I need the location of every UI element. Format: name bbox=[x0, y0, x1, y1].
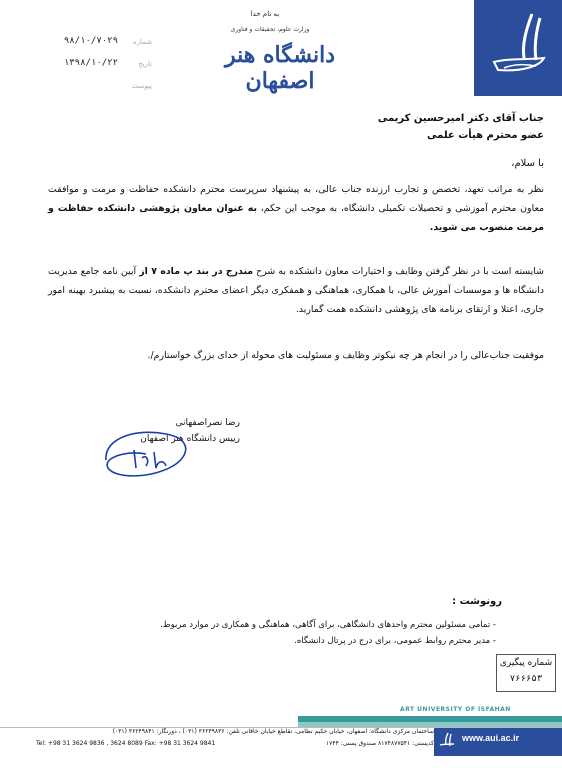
footer-phone-fax: Tel: +98 31 3624 9836 , 3624 8089 Fax: +98 31 3624 9841 bbox=[36, 740, 216, 747]
letter-number-row bbox=[12, 36, 152, 50]
para1-text: نظر به مراتب تعهد، تخصص و تجارب ارزنده جناب عالی، به پیشنهاد سرپرست محترم دانشکده حفاظت و مرمت و موافقت معاون محترم آموزشی و تحصیلات تکمیلی دانشگاه، به موجب این حکم، bbox=[48, 184, 544, 214]
signer-name: رضا نصراصفهانی bbox=[175, 418, 240, 428]
attachment-row bbox=[12, 80, 152, 94]
number-label: شماره bbox=[132, 38, 152, 46]
body-paragraph-1 bbox=[48, 180, 544, 237]
footer-english-name: ART UNIVERSITY OF ISFAHAN bbox=[400, 706, 511, 713]
cc-item: - مدیر محترم روابط عمومی، برای درج در پرتال دانشگاه. bbox=[294, 636, 496, 646]
addressee-name: جناب آقای دکتر امیرحسین کریمی bbox=[377, 113, 544, 124]
para2-text-a: شایسته است با در نظر گرفتن وظایف و اختیارات معاون دانشکده به شرح bbox=[253, 266, 544, 277]
basmala: به نام خدا bbox=[250, 10, 280, 18]
logo-mark-icon bbox=[474, 0, 562, 96]
addressee-title: عضو محترم هیأت علمی bbox=[427, 130, 544, 141]
letter-date-row bbox=[12, 58, 152, 72]
appointment-statement: به عنوان معاون پژوهشی دانشکده حفاظت و مرمت منصوب می شوید. bbox=[48, 203, 544, 233]
university-name: دانشگاه هنر اصفهان bbox=[224, 42, 336, 94]
footer-logo-icon bbox=[438, 731, 456, 751]
tracking-value: ۷۶۶۶۵۳ bbox=[509, 674, 543, 684]
website-link[interactable]: www.aui.ac.ir bbox=[462, 733, 520, 743]
body-paragraph-3: موفقیت جناب‌عالی را در انجام هر چه نیکوتر وظایف و مسئولیت های محوله از خدای بزرگ خواستارم/. bbox=[147, 350, 544, 361]
cc-item: - تمامی مسئولین محترم واحدهای دانشگاهی، برای آگاهی، هماهنگی و همکاری در موارد مربوط. bbox=[160, 620, 496, 630]
cc-title: رونوشت : bbox=[452, 596, 502, 607]
tracking-label: شماره پیگیری bbox=[499, 658, 553, 668]
addressee-block bbox=[104, 110, 544, 144]
date-label: تاریخ bbox=[138, 60, 152, 68]
date-value: ۱۳۹۸/۱۰/۲۲ bbox=[63, 58, 118, 68]
university-logo bbox=[474, 0, 562, 96]
ministry-line: وزارت علوم، تحقیقات و فناوری bbox=[230, 26, 310, 33]
number-value: ۹۸/۱۰/۷۰۲۹ bbox=[63, 36, 118, 46]
salutation: با سلام، bbox=[511, 158, 544, 169]
footer-address: ساختمان مرکزی دانشگاه: اصفهان، خیابان حکیم نظامی، تقاطع خیابان خاقانی تلفن: ۳۶۲۴۹۸۳۶ (۰۳۱) ، دورنگار: ۳۶۲۴۹۸۴۱ (۰۳۱) bbox=[112, 728, 434, 735]
attachment-label: پیوست bbox=[131, 82, 152, 90]
body-paragraph-2 bbox=[48, 262, 544, 319]
para2-text-b: آیین نامه جامع مدیریت دانشگاه ها و موسسات آموزش عالی، با همکاری، هماهنگی و همفکری دیگر اعضای محترم دانشکده، نسبت به پیشبرد بهینه امور جاری، اعتلا و ارتقای برنامه های پژوهشی دانشکده همت گمارید. bbox=[48, 266, 544, 315]
regulation-reference: مندرج در بند پ ماده ۷ از bbox=[139, 266, 254, 277]
handwritten-signature bbox=[96, 420, 196, 484]
signer-title: رییس دانشگاه هنر اصفهان bbox=[140, 434, 240, 444]
tracking-number-box bbox=[496, 654, 556, 692]
footer-postal: کدپستی: ۸۱۷۴۸۷۷۵۴۱ صندوق پستی: ۱۷۴۴ bbox=[325, 740, 434, 747]
